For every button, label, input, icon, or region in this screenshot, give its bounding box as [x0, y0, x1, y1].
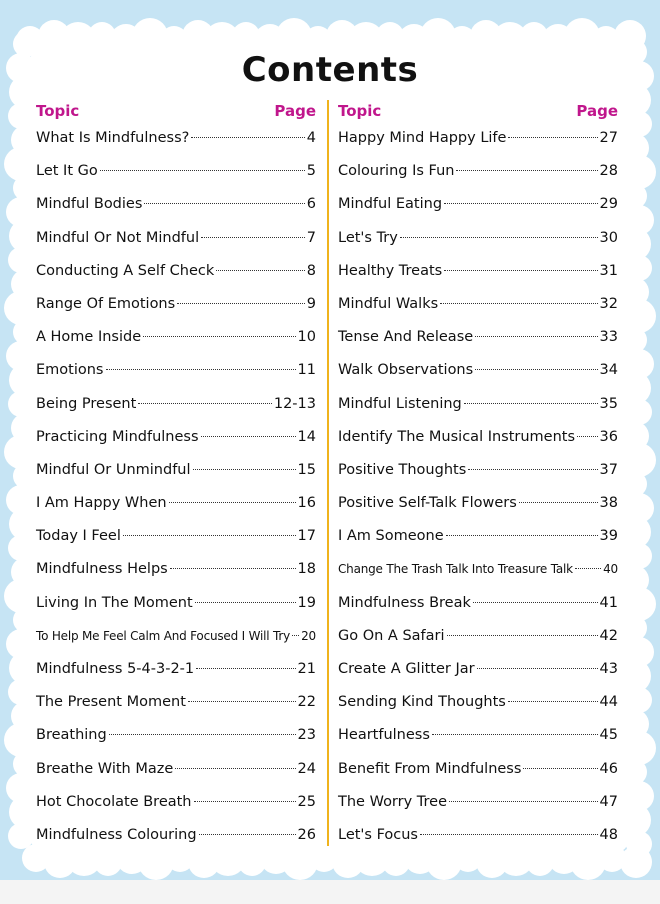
- toc-entry: [36, 222, 316, 255]
- page-header: Page: [576, 102, 618, 120]
- toc-page-number: 24: [297, 760, 316, 777]
- toc-page-number: 7: [306, 229, 316, 246]
- toc-page-number: 32: [599, 295, 618, 312]
- dot-leader: [195, 602, 296, 603]
- toc-topic: To Help Me Feel Calm And Focused I Will Try: [36, 628, 291, 643]
- toc-topic: Conducting A Self Check: [36, 262, 215, 279]
- toc-page-number: 33: [599, 329, 618, 346]
- toc-page-number: 41: [599, 594, 618, 611]
- toc-topic: Emotions: [36, 362, 104, 379]
- toc-topic: Practicing Mindfulness: [36, 428, 199, 445]
- toc-entry: [338, 255, 618, 288]
- dot-leader: [400, 237, 598, 238]
- toc-topic: Living In The Moment: [36, 594, 193, 611]
- toc-topic: Let's Try: [338, 229, 398, 246]
- dot-leader: [100, 170, 305, 171]
- dot-leader: [468, 469, 597, 470]
- dot-leader: [106, 369, 296, 370]
- toc-entry: [338, 786, 618, 819]
- toc-entry: [36, 487, 316, 520]
- toc-entry: [338, 620, 618, 653]
- toc-entry: [338, 753, 618, 786]
- toc-topic: Heartfulness: [338, 727, 430, 744]
- toc-entry: [36, 587, 316, 620]
- toc-topic: Mindful Or Unmindful: [36, 461, 191, 478]
- toc-page-number: 27: [599, 130, 618, 146]
- dot-leader: [292, 635, 299, 636]
- left-column: [36, 100, 316, 852]
- toc-topic: Hot Chocolate Breath: [36, 793, 192, 810]
- toc-page-number: 6: [306, 196, 316, 213]
- column-divider: [327, 100, 329, 846]
- toc-page-number: 21: [297, 661, 316, 677]
- toc-topic: Mindful Walks: [338, 295, 439, 312]
- toc-entry: [338, 354, 618, 387]
- toc-entry: [338, 520, 618, 553]
- toc-topic: Create A Glitter Jar: [338, 661, 475, 677]
- toc-entry: [338, 686, 618, 719]
- toc-topic: I Am Happy When: [36, 495, 167, 512]
- toc-page-number: 20: [301, 628, 316, 643]
- toc-topic: The Present Moment: [36, 694, 186, 711]
- toc-page-number: 18: [297, 561, 316, 578]
- toc-page-number: 37: [599, 461, 618, 478]
- toc-topic: Colouring Is Fun: [338, 163, 455, 180]
- toc-entry: [36, 288, 316, 321]
- toc-topic: Positive Self-Talk Flowers: [338, 495, 517, 512]
- toc-entry: [338, 553, 618, 586]
- toc-entry: [36, 786, 316, 819]
- dot-leader: [188, 701, 296, 702]
- toc-entry: [338, 653, 618, 686]
- toc-page-number: 34: [599, 362, 618, 379]
- toc-page-number: 11: [297, 362, 316, 379]
- toc-topic: Healthy Treats: [338, 262, 443, 279]
- dot-leader: [523, 768, 597, 769]
- toc-topic: Mindful Eating: [338, 196, 443, 213]
- toc-entry: [338, 321, 618, 354]
- toc-entry: [338, 388, 618, 421]
- toc-topic: Breathing: [36, 727, 107, 744]
- toc-entry: [338, 487, 618, 520]
- dot-leader: [169, 502, 296, 503]
- topic-header: Topic: [338, 102, 382, 120]
- toc-page-number: 45: [599, 727, 618, 744]
- toc-topic: Mindfulness 5-4-3-2-1: [36, 661, 195, 677]
- toc-entry: [338, 819, 618, 852]
- dot-leader: [447, 635, 598, 636]
- toc-page-number: 46: [599, 760, 618, 777]
- bottom-strip: [0, 880, 660, 904]
- toc-topic: Mindfulness Colouring: [36, 826, 197, 843]
- toc-page-number: 31: [599, 262, 618, 279]
- dot-leader: [477, 668, 598, 669]
- dot-leader: [508, 137, 597, 138]
- dot-leader: [420, 834, 598, 835]
- toc-page-number: 43: [599, 661, 618, 677]
- toc-topic: Change The Trash Talk Into Treasure Talk: [338, 562, 573, 577]
- toc-entry: [36, 520, 316, 553]
- toc-page-number: 12-13: [273, 395, 316, 412]
- toc-topic: A Home Inside: [36, 329, 142, 346]
- toc-entry: [36, 719, 316, 752]
- toc-entry: [36, 388, 316, 421]
- toc-entry: [36, 753, 316, 786]
- dot-leader: [194, 801, 296, 802]
- toc-page-number: 16: [297, 495, 316, 512]
- toc-topic: Identify The Musical Instruments: [338, 428, 576, 445]
- dot-leader: [191, 137, 304, 138]
- toc-page-number: 9: [306, 295, 316, 312]
- dot-leader: [201, 436, 296, 437]
- dot-leader: [444, 203, 598, 204]
- toc-entry: [36, 122, 316, 155]
- toc-page-number: 23: [297, 727, 316, 744]
- toc-entry: [338, 222, 618, 255]
- toc-page-number: 14: [297, 428, 316, 445]
- dot-leader: [170, 568, 296, 569]
- toc-entry: [36, 321, 316, 354]
- right-column-header: [338, 100, 618, 122]
- toc-page-number: 42: [599, 627, 618, 644]
- dot-leader: [196, 668, 295, 669]
- toc-topic: Mindful Bodies: [36, 196, 143, 213]
- toc-entry: [338, 288, 618, 321]
- toc-page-number: 19: [297, 594, 316, 611]
- dot-leader: [444, 270, 597, 271]
- toc-topic: I Am Someone: [338, 528, 444, 545]
- toc-entry: [36, 686, 316, 719]
- toc-topic: Breathe With Maze: [36, 760, 174, 777]
- toc-page-number: 4: [306, 130, 316, 146]
- toc-topic: Mindful Listening: [338, 395, 462, 412]
- dot-leader: [446, 535, 598, 536]
- toc-topic: Sending Kind Thoughts: [338, 694, 506, 711]
- toc-topic: Walk Observations: [338, 362, 474, 379]
- toc-page-number: 48: [599, 826, 618, 843]
- toc-topic: Benefit From Mindfulness: [338, 760, 522, 777]
- toc-entry: [338, 719, 618, 752]
- dot-leader: [138, 403, 272, 404]
- toc-page-number: 44: [599, 694, 618, 711]
- toc-page-number: 26: [297, 826, 316, 843]
- dot-leader: [109, 734, 296, 735]
- dot-leader: [456, 170, 597, 171]
- toc-topic: The Worry Tree: [338, 793, 448, 810]
- toc-page-number: 25: [297, 793, 316, 810]
- toc-topic: Mindfulness Helps: [36, 561, 168, 578]
- toc-entry: [36, 819, 316, 852]
- dot-leader: [201, 237, 305, 238]
- right-toc-list: [338, 122, 618, 852]
- page-header: Page: [274, 102, 316, 120]
- dot-leader: [199, 834, 296, 835]
- toc-topic: Range Of Emotions: [36, 295, 176, 312]
- toc-page-number: 8: [306, 262, 316, 279]
- left-column-header: [36, 100, 316, 122]
- toc-entry: [338, 188, 618, 221]
- toc-entry: [36, 354, 316, 387]
- toc-page-number: 40: [603, 562, 618, 577]
- dot-leader: [577, 436, 598, 437]
- dot-leader: [193, 469, 296, 470]
- dot-leader: [175, 768, 295, 769]
- toc-topic: Being Present: [36, 395, 137, 412]
- dot-leader: [464, 403, 598, 404]
- toc-topic: Tense And Release: [338, 329, 474, 346]
- toc-page-number: 5: [306, 163, 316, 180]
- dot-leader: [473, 602, 598, 603]
- toc-topic: Mindfulness Break: [338, 594, 471, 611]
- toc-entry: [338, 587, 618, 620]
- toc-topic: Let It Go: [36, 163, 98, 180]
- dot-leader: [144, 203, 304, 204]
- toc-topic: Positive Thoughts: [338, 461, 467, 478]
- dot-leader: [177, 303, 305, 304]
- toc-entry: [36, 454, 316, 487]
- toc-entry: [36, 620, 316, 653]
- page-title: Contents: [241, 50, 419, 90]
- dot-leader: [432, 734, 598, 735]
- toc-entry: [36, 653, 316, 686]
- toc-topic: Mindful Or Not Mindful: [36, 229, 200, 246]
- toc-topic: Go On A Safari: [338, 627, 445, 644]
- toc-page-number: 15: [297, 461, 316, 478]
- dot-leader: [143, 336, 295, 337]
- dot-leader: [216, 270, 304, 271]
- toc-page-number: 29: [599, 196, 618, 213]
- toc-entry: [338, 454, 618, 487]
- toc-entry: [36, 255, 316, 288]
- left-toc-list: [36, 122, 316, 852]
- dot-leader: [475, 336, 597, 337]
- toc-entry: [36, 188, 316, 221]
- toc-entry: [338, 155, 618, 188]
- right-column: [338, 100, 618, 852]
- dot-leader: [475, 369, 597, 370]
- toc-page-number: 17: [297, 528, 316, 545]
- dot-leader: [449, 801, 598, 802]
- toc-page-number: 39: [599, 528, 618, 545]
- toc-page-number: 28: [599, 163, 618, 180]
- toc-page-number: 30: [599, 229, 618, 246]
- toc-topic: Let's Focus: [338, 826, 418, 843]
- toc-entry: [36, 421, 316, 454]
- toc-topic: Today I Feel: [36, 528, 121, 545]
- toc-entry: [338, 421, 618, 454]
- toc-entry: [36, 553, 316, 586]
- toc-page-number: 35: [599, 395, 618, 412]
- toc-page-number: 36: [599, 428, 618, 445]
- toc-page-number: 47: [599, 793, 618, 810]
- toc-entry: [338, 122, 618, 155]
- dot-leader: [440, 303, 597, 304]
- toc-page-number: 22: [297, 694, 316, 711]
- toc-entry: [36, 155, 316, 188]
- toc-topic: Happy Mind Happy Life: [338, 130, 507, 146]
- dot-leader: [508, 701, 598, 702]
- toc-topic: What Is Mindfulness?: [36, 130, 190, 146]
- topic-header: Topic: [36, 102, 80, 120]
- dot-leader: [519, 502, 598, 503]
- toc-page-number: 10: [297, 329, 316, 346]
- toc-page-number: 38: [599, 495, 618, 512]
- dot-leader: [575, 568, 601, 569]
- dot-leader: [123, 535, 296, 536]
